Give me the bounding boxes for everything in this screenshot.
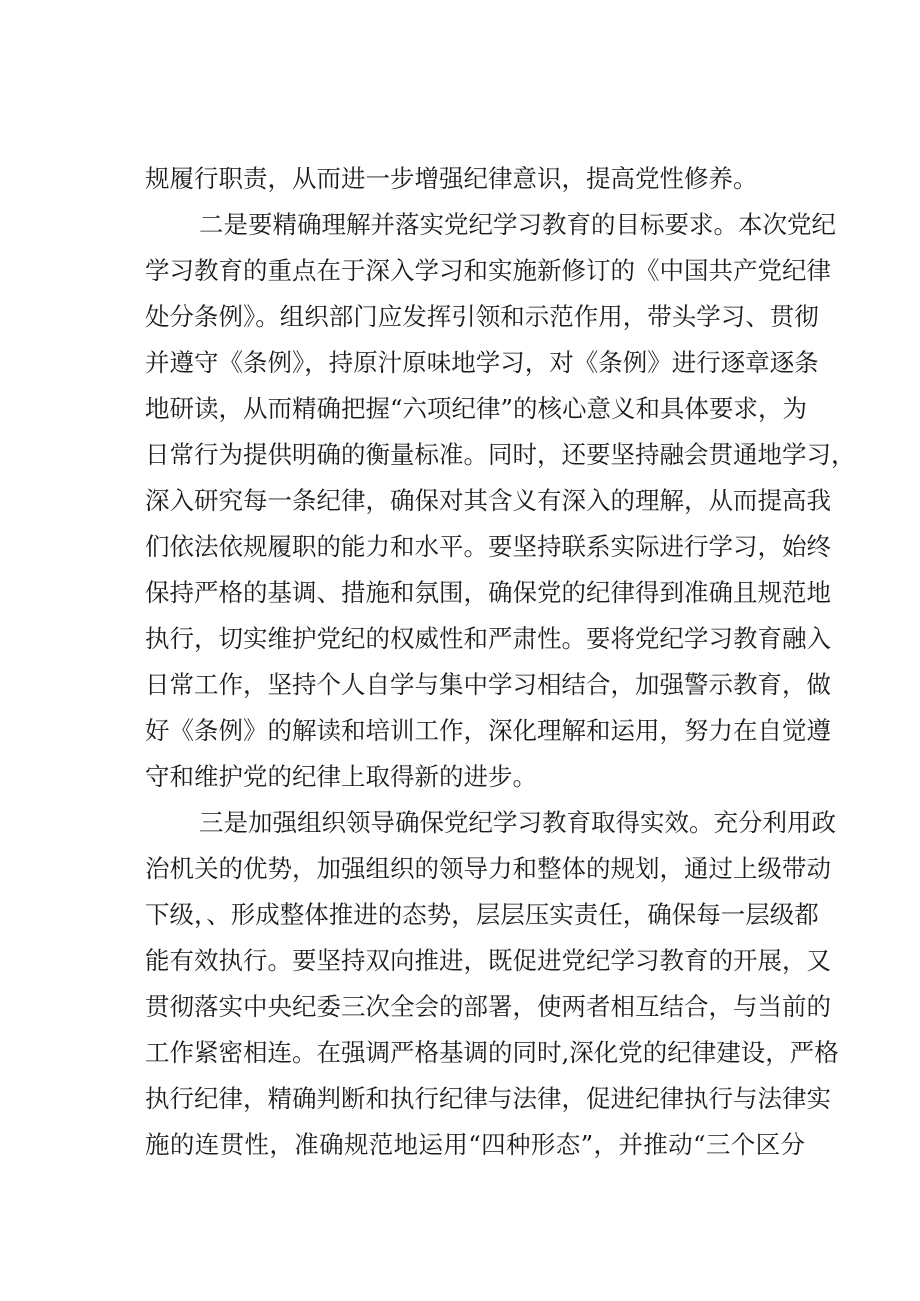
- text-line: 工作紧密相连。在强调严格基调的同时,深化党的纪律建设，严格: [145, 1038, 839, 1067]
- text-line: 好《条例》的解读和培训工作，深化理解和运用，努力在自觉遵: [145, 716, 831, 745]
- text-line: 执行，切实维护党纪的权威性和严肃性。要将党纪学习教育融入: [145, 624, 831, 653]
- text-line: 日常工作，坚持个人自学与集中学习相结合，加强警示教育，做: [145, 670, 831, 699]
- text-line: 保持严格的基调、措施和氛围，确保党的纪律得到准确且规范地: [145, 578, 831, 607]
- text-line: 执行纪律，精确判断和执行纪律与法律，促进纪律执行与法律实: [145, 1084, 831, 1113]
- text-line: 下级，、形成整体推进的态势，层层压实责任，确保每一层级都: [145, 900, 819, 929]
- paragraph-first-line: 三是加强组织领导确保党纪学习教育取得实效。充分利用政: [199, 808, 836, 837]
- text-line: 们依法依规履职的能力和水平。要坚持联系实际进行学习，始终: [145, 532, 831, 561]
- text-line: 贯彻落实中央纪委三次全会的部署，使两者相互结合，与当前的: [145, 992, 831, 1021]
- paragraph-first-line: 二是要精确理解并落实党纪学习教育的目标要求。本次党纪: [199, 210, 836, 239]
- text-line: 规履行职责，从而进一步增强纪律意识，提高党性修养。: [145, 164, 758, 193]
- text-line: 能有效执行。要坚持双向推进，既促进党纪学习教育的开展，又: [145, 946, 831, 975]
- text-line: 日常行为提供明确的衡量标准。同时，还要坚持融会贯通地学习，: [145, 440, 856, 469]
- text-line: 守和维护党的纪律上取得新的进步。: [145, 762, 537, 791]
- text-line: 并遵守《条例》，持原汁原味地学习，对《条例》进行逐章逐条: [145, 348, 819, 377]
- text-line: 处分条例》。组织部门应发挥引领和示范作用，带头学习、贯彻: [145, 302, 819, 331]
- document-body: [145, 156, 856, 1168]
- text-line: 深入研究每一条纪律，确保对其含义有深入的理解，从而提高我: [145, 486, 831, 515]
- text-line: 学习教育的重点在于深入学习和实施新修订的《中国共产党纪律: [145, 256, 831, 285]
- text-line: 地研读，从而精确把握“六项纪律”的核心意义和具体要求，为: [145, 394, 808, 423]
- text-line: 治机关的优势，加强组织的领导力和整体的规划，通过上级带动: [145, 854, 831, 883]
- text-line: 施的连贯性，准确规范地运用“四种形态”，并推动“三个区分: [145, 1130, 805, 1159]
